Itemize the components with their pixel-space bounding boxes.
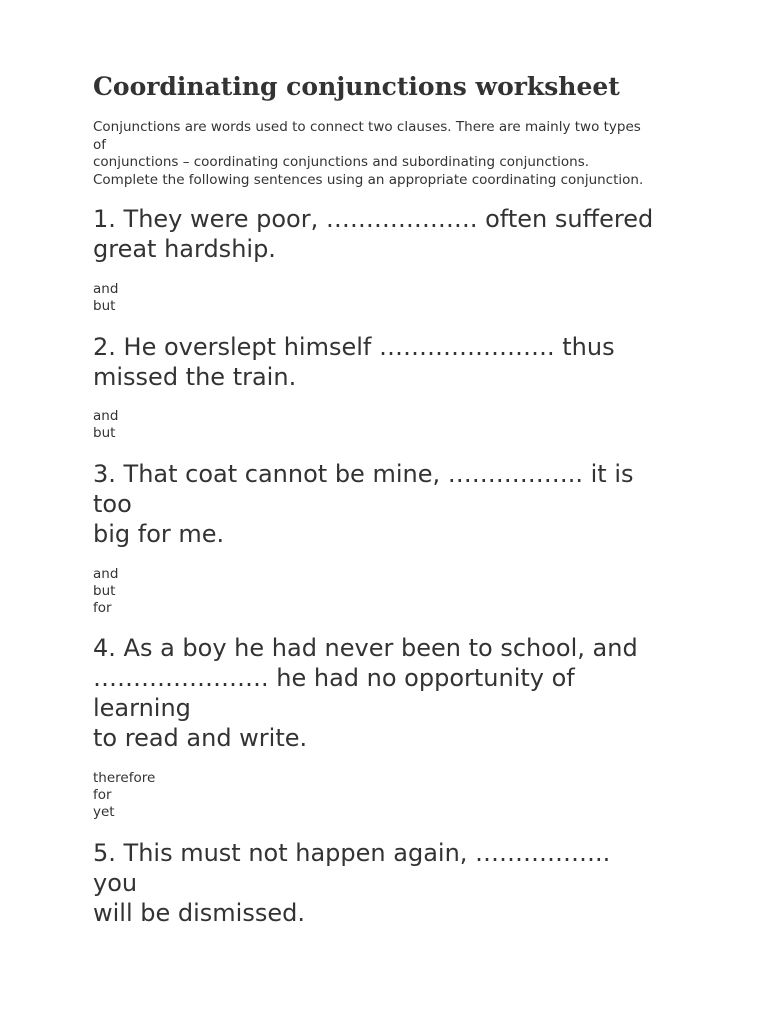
worksheet-title: Coordinating conjunctions worksheet (93, 72, 620, 101)
question-line: will be dismissed. (93, 899, 305, 927)
intro-line: Conjunctions are words used to connect two clauses. There are mainly two types (93, 119, 641, 135)
question-3-options (93, 566, 118, 617)
question-2-options (93, 408, 118, 442)
question-line: missed the train. (93, 363, 297, 391)
answer-option: but (93, 583, 116, 599)
answer-option: but (93, 425, 116, 441)
question-4 (93, 633, 693, 753)
answer-option: but (93, 298, 116, 314)
question-4-options (93, 770, 155, 821)
question-line: you (93, 869, 138, 897)
answer-option: and (93, 408, 119, 424)
intro-line: conjunctions – coordinating conjunctions and subordinating conjunctions. (93, 154, 590, 170)
question-5 (93, 838, 693, 928)
question-line: 1. They were poor, ………………. often suffered (93, 205, 654, 233)
question-line: to read and write. (93, 724, 308, 752)
question-3 (93, 459, 693, 549)
answer-option: therefore (93, 770, 156, 786)
answer-option: for (93, 600, 112, 616)
intro-line: of (93, 136, 107, 153)
question-line: 2. He overslept himself …………………. thus (93, 333, 615, 361)
answer-option: and (93, 281, 119, 297)
question-2 (93, 332, 693, 392)
question-line: 4. As a boy he had never been to school, and (93, 634, 638, 662)
answer-option: for (93, 787, 112, 803)
question-line: big for me. (93, 520, 225, 548)
intro-line: Complete the following sentences using an appropriate coordinating conjunction. (93, 171, 644, 188)
question-line: 5. This must not happen again, …………….. (93, 839, 611, 867)
answer-option: and (93, 566, 119, 582)
question-line: 3. That coat cannot be mine, …………….. it is (93, 460, 634, 488)
intro-paragraph (93, 119, 673, 189)
question-line: …………………. he had no opportunity of (93, 664, 575, 692)
question-line: learning (93, 694, 191, 722)
question-1 (93, 204, 693, 264)
question-line: too (93, 490, 132, 518)
answer-option: yet (93, 804, 115, 820)
question-1-options (93, 281, 118, 315)
question-line: great hardship. (93, 235, 276, 263)
